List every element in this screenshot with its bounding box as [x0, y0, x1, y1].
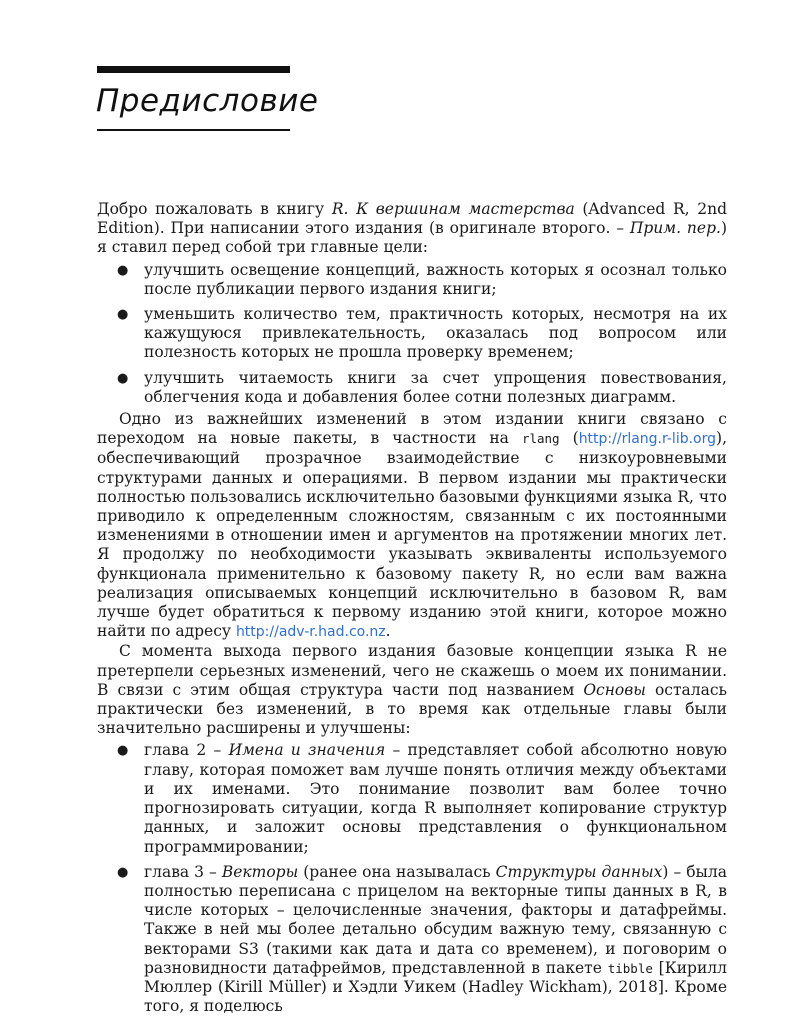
text-run: (Advanced R, 2nd Edition). При написании этого издания (в оригинале второго. –: [97, 200, 727, 238]
adv-r-link[interactable]: http://adv-r.had.co.nz: [235, 624, 386, 641]
bullet-icon: ●: [117, 743, 129, 759]
text-run: глава 3 –: [144, 862, 222, 881]
text-run: глава 2 –: [144, 741, 229, 760]
chapter-top-rule: [97, 66, 290, 73]
rlang-link[interactable]: http://rlang.r-lib.org: [578, 431, 717, 448]
goals-list: [97, 261, 727, 407]
list-item-text: уменьшить количество тем, практичность которых, несмотря на их кажущуюся привлекательность, оказалась под вопросом или полезность которых не прошла проверку временем;: [144, 305, 727, 362]
text-run: ) я ставил перед собой три главные цели:: [97, 219, 727, 257]
text-run: ) – была полностью переписана с прицелом на векторные типы данных в R, в числе которых – целочисленные значения, факторы и датафреймы. Также в ней мы более детально обсудим важную тему, связанную с векторами S3 (такими как дата и дата со временем), и поговорим о разновидности датафреймов, представленной в пакете: [144, 862, 727, 977]
body-text: [97, 200, 727, 1019]
paragraph-foundations: [97, 642, 727, 738]
chapter-name: Имена и значения: [228, 741, 386, 760]
list-item: [117, 368, 727, 407]
text-run: (ранее она называлась: [298, 862, 496, 881]
code-tibble: tibble: [607, 960, 653, 976]
intro-paragraph: [97, 200, 727, 258]
list-item: [117, 741, 727, 856]
bullet-icon: ●: [117, 262, 129, 278]
chapter-title: Предисловие: [96, 83, 319, 119]
text-run: [Кирилл Мюллер (Kirill Müller) и Хэдли Уикем (Hadley Wickham), 2018]. Кроме того, я поделюсь: [144, 958, 727, 1016]
code-rlang: rlang: [521, 431, 560, 447]
list-item: [117, 260, 727, 299]
paragraph-new-packages: [97, 410, 727, 642]
bullet-icon: ●: [117, 370, 129, 386]
chapter-title-underline: [97, 129, 290, 131]
text-run: С момента выхода первого издания базовые концепции языка R не претерпели серьезных изменений, чего не скажешь о моем их понимании. В связи с этим общая структура части под названием: [97, 642, 727, 699]
book-title: R. К вершинам мастерства: [331, 200, 575, 218]
chapters-list: [97, 741, 727, 1016]
text-run: Добро пожаловать в книгу: [97, 200, 332, 218]
list-item: [117, 305, 727, 363]
list-item: [117, 862, 727, 1017]
bullet-icon: ●: [117, 307, 129, 323]
text-run: Одно из важнейших изменений в этом издании книги связано с переходом на новые пакеты, в частности на: [97, 410, 727, 448]
part-name-foundations: Основы: [583, 680, 646, 699]
list-item-text: улучшить освещение концепций, важность которых я осознал только после публикации первого издания книги;: [144, 260, 727, 298]
bullet-icon: ●: [117, 864, 129, 880]
text-run: – представляет собой абсолютно новую главу, которая поможет вам лучше понять отличия между объектами и их именами. Это понимание позволит вам более точно прогнозировать ситуации, когда R выполняет копирование структур данных, и заложит основы представления о функциональном программировании;: [144, 741, 727, 856]
text-run: осталась практически без изменений, в то время как отдельные главы были значительно расширены и улучшены:: [97, 680, 727, 738]
translator-note: Прим. пер.: [629, 219, 721, 238]
text-run: ), обеспечивающий прозрачное взаимодействие с низкоуровневыми структурами данных и операциями. В первом издании мы практически полностью пользовались исключительно базовыми функциями языка R, что приводило к определенным сложностям, связанным с их постоянными изменениями в отношении имен и аргументов на протяжении многих лет. Я продолжу по необходимости указывать эквиваленты используемого функционала применительно к базовому пакету R, но если вам важна реализация описываемых концепций исключительно в базовом R, вам лучше будет обратиться к первому изданию этой книги, которое можно найти по адресу: [97, 429, 727, 641]
list-item-text: улучшить читаемость книги за счет упрощения повествования, облегчения кода и добавления более сотни полезных диаграмм.: [144, 368, 727, 406]
text-run: (: [559, 429, 579, 448]
chapter-former-name: Структуры данных: [495, 862, 663, 881]
text-run: .: [385, 622, 391, 641]
chapter-name: Векторы: [221, 862, 299, 881]
